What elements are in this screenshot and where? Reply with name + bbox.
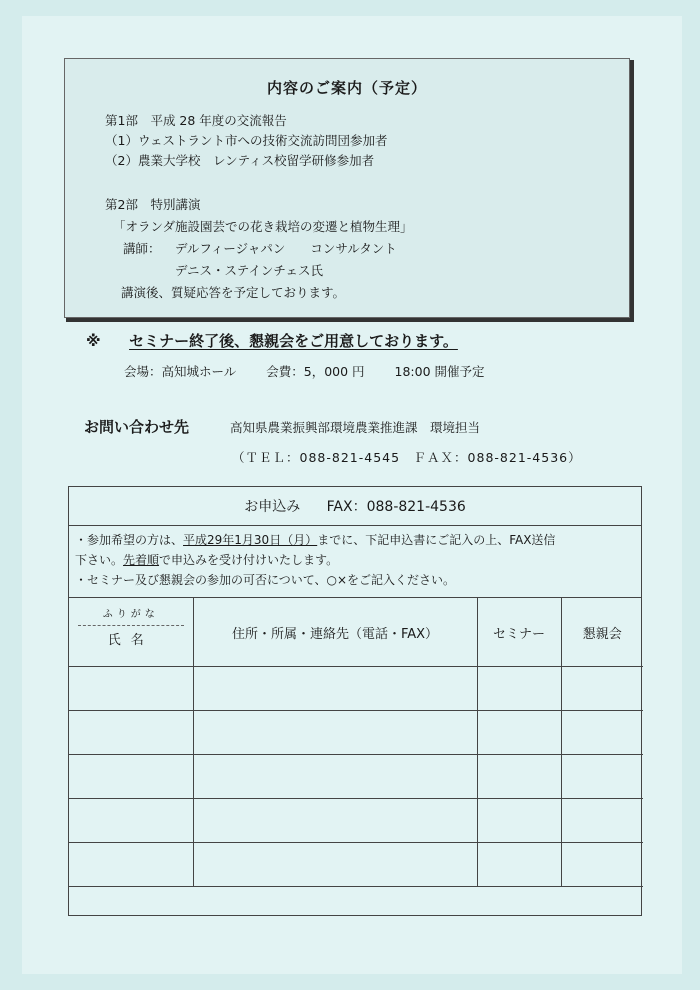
contact-phones: （ＴＥＬ：088-821-4545 ＦＡＸ：088-821-4536） — [232, 450, 582, 465]
name-cell[interactable] — [69, 843, 193, 887]
name-column-header — [69, 598, 193, 667]
reception-time: 18:00 開催予定 — [394, 364, 485, 379]
seminar-cell[interactable] — [477, 843, 561, 887]
furigana-divider — [78, 625, 184, 626]
reception-fee: 会費：5，000 円 — [266, 364, 365, 379]
address-cell[interactable] — [193, 667, 477, 711]
party-cell[interactable] — [561, 711, 643, 755]
program-box — [64, 58, 630, 318]
lecture-title: 「オランダ施設園芸での花き栽培の変遷と植物生理」 — [113, 219, 413, 234]
table-row — [69, 667, 643, 711]
address-cell[interactable] — [193, 711, 477, 755]
form-note-2: 下さい。先着順で申込みを受け付けいたします。 — [75, 553, 339, 567]
table-row — [69, 711, 643, 755]
form-note-1: ・参加希望の方は、平成29年1月30日（月）までに、下記申込書にご記入の上、FAX送信 — [75, 533, 556, 547]
party-cell[interactable] — [561, 799, 643, 843]
form-fax: FAX：088-821-4536 — [326, 499, 466, 515]
seminar-column-header: セミナー — [477, 598, 561, 667]
party-column-header: 懇親会 — [561, 598, 643, 667]
reception-note — [86, 330, 458, 351]
table-row — [69, 843, 643, 887]
registration-table — [69, 598, 643, 887]
address-cell[interactable] — [193, 799, 477, 843]
part1-item-2: （2）農業大学校 レンティス校留学研修参加者 — [105, 153, 375, 168]
seminar-cell[interactable] — [477, 667, 561, 711]
lecturer-org: デルフィージャパン コンサルタント — [175, 241, 397, 256]
seminar-cell[interactable] — [477, 755, 561, 799]
address-column-header: 住所・所属・連絡先（電話・FAX） — [193, 598, 477, 667]
lecturer-label: 講師： — [123, 241, 161, 256]
address-cell[interactable] — [193, 843, 477, 887]
lecturer-name: デニス・ステインチェス氏 — [175, 263, 324, 278]
name-cell[interactable] — [69, 799, 193, 843]
name-cell[interactable] — [69, 755, 193, 799]
registration-header-row — [69, 598, 643, 667]
program-title: 内容のご案内（予定） — [266, 79, 427, 97]
first-come-label: 先着順 — [123, 553, 160, 567]
name-label: 氏名 — [107, 633, 154, 648]
reception-note-text: セミナー終了後、懇親会をご用意しております。 — [129, 332, 458, 350]
party-cell[interactable] — [561, 667, 643, 711]
party-cell[interactable] — [561, 843, 643, 887]
reference-mark: ※ — [86, 332, 101, 350]
name-cell[interactable] — [69, 667, 193, 711]
form-notes — [69, 526, 641, 598]
seminar-cell[interactable] — [477, 799, 561, 843]
part2-heading: 第2部 特別講演 — [105, 197, 201, 212]
part1-item-1: （1）ウェストラント市への技術交流訪問団参加者 — [105, 133, 388, 148]
part1-heading: 第1部 平成 28 年度の交流報告 — [105, 113, 287, 128]
table-row — [69, 799, 643, 843]
address-cell[interactable] — [193, 755, 477, 799]
party-cell[interactable] — [561, 755, 643, 799]
form-note-3: ・セミナー及び懇親会の参加の可否について、○×をご記入ください。 — [75, 573, 456, 587]
contact-department: 高知県農業振興部環境農業推進課 環境担当 — [230, 420, 481, 435]
application-form — [68, 486, 642, 916]
after-lecture-note: 講演後、質疑応答を予定しております。 — [121, 285, 346, 300]
form-header — [69, 487, 641, 526]
name-cell[interactable] — [69, 711, 193, 755]
seminar-cell[interactable] — [477, 711, 561, 755]
contact-heading: お問い合わせ先 — [84, 418, 190, 436]
table-row — [69, 755, 643, 799]
reception-venue: 会場：高知城ホール — [124, 364, 237, 379]
reception-details — [124, 362, 511, 380]
form-title: お申込み — [244, 499, 301, 515]
furigana-label: ふりがな — [102, 609, 159, 620]
deadline: 平成29年1月30日（月） — [183, 533, 318, 547]
